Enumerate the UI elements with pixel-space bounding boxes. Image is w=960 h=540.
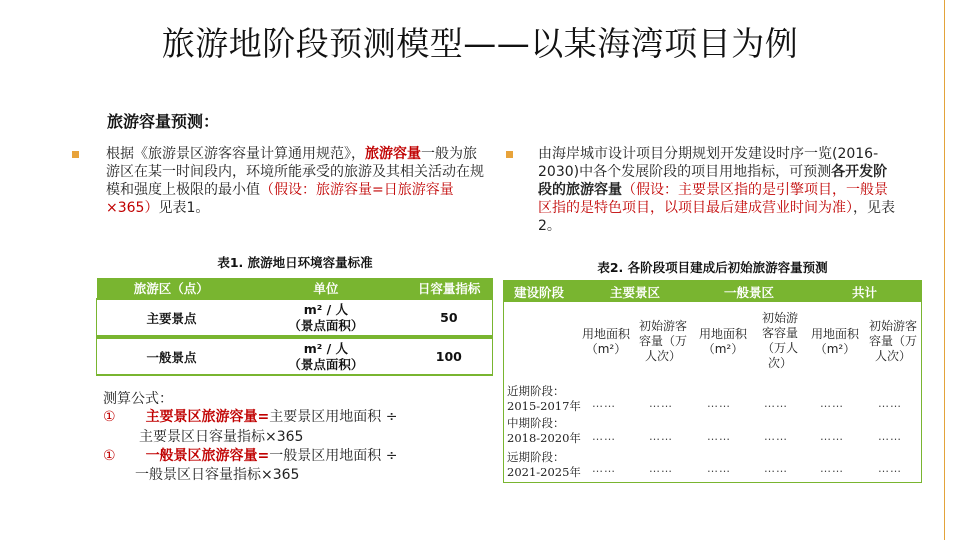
formula-2-expression: 一般景区用地面积 ÷ xyxy=(269,448,398,464)
formula-2-label: 一般景区旅游容量= xyxy=(145,448,270,464)
left-para-assumption: （假设：旅游容量=日旅游容量×365） xyxy=(106,182,454,216)
table2-subheader: 用地面积（m²） xyxy=(810,327,859,356)
formula-1-label: 主要景区旅游容量= xyxy=(145,409,270,425)
formula-title: 测算公式： xyxy=(103,391,173,407)
table2-cell-placeholder: …… xyxy=(707,430,731,443)
table2-caption: 表2. 各阶段项目建成后初始旅游容量预测 xyxy=(597,260,828,275)
table2-header-stage: 建设阶段 xyxy=(514,285,565,300)
left-para-text-3: 见表1。 xyxy=(158,200,210,216)
table1-unit-line1: m² / 人 xyxy=(303,301,349,317)
table1 xyxy=(96,278,493,376)
table2-cell-placeholder: …… xyxy=(878,397,902,410)
stage-years: 2021-2025年 xyxy=(507,465,581,479)
table2-cell-placeholder: …… xyxy=(592,430,616,443)
table2-cell-placeholder: …… xyxy=(592,462,616,475)
table1-cell-unit xyxy=(246,338,406,375)
right-para-text-1: 由海岸城市设计项目分期规划开发建设时序一览(2016-2030)中各个发展阶段的项目用地指标，可预测 xyxy=(538,146,879,180)
stage-label: 远期阶段： xyxy=(507,450,565,464)
table2-cell-placeholder: …… xyxy=(820,397,844,410)
bullet-square-icon xyxy=(72,151,79,158)
table2-subheader: 用地面积（m²） xyxy=(582,327,631,356)
table1-header-capacity: 日容量指标 xyxy=(406,278,493,299)
left-para-text-1: 根据《旅游景区游客容量计算通用规范》， xyxy=(106,146,365,162)
table2-stage-near xyxy=(507,384,581,414)
right-para-emphasis: 各开发阶段的旅游容量 xyxy=(538,164,888,198)
formula-1-line2: 主要景区日容量指标×365 xyxy=(139,429,304,445)
table-row xyxy=(97,338,493,375)
table2-cell-placeholder: …… xyxy=(820,430,844,443)
formula-1-expression: 主要景区用地面积 ÷ xyxy=(269,409,398,425)
table2-cell-placeholder: …… xyxy=(764,397,788,410)
table1-cell-value: 100 xyxy=(406,338,493,375)
formula-2-line1 xyxy=(103,447,397,465)
page-title: 旅游地阶段预测模型——以某海湾项目为例 xyxy=(161,24,799,63)
right-accent-line xyxy=(944,0,945,540)
table1-caption: 表1. 旅游地日环境容量标准 xyxy=(217,255,373,270)
table1-header-unit: 单位 xyxy=(246,278,406,299)
formula-1-line1 xyxy=(103,408,397,426)
right-para-text-2: ，见表2。 xyxy=(538,200,895,234)
table1-cell-area: 一般景点 xyxy=(97,338,247,375)
table2-stage-mid xyxy=(507,416,581,446)
formula-1-number: ① xyxy=(103,409,116,425)
table2-cell-placeholder: …… xyxy=(592,397,616,410)
section-heading: 旅游容量预测： xyxy=(107,112,220,131)
right-para-assumption: （假设：主要景区指的是引擎项目，一般景区指的是特色项目，以项目最后建成营业时间为准） xyxy=(538,182,888,216)
table1-cell-unit xyxy=(246,299,406,336)
table1-unit-line2: （景点面积） xyxy=(288,317,364,333)
stage-label: 中期阶段： xyxy=(507,416,565,430)
table2-header-main: 主要景区 xyxy=(610,285,661,300)
stage-label: 近期阶段： xyxy=(507,384,565,398)
table2-cell-placeholder: …… xyxy=(707,462,731,475)
formula-2-number: ① xyxy=(103,448,116,464)
table2-subheader: 初始游客容量（万人次） xyxy=(868,319,917,363)
right-paragraph xyxy=(538,145,900,235)
table2-cell-placeholder: …… xyxy=(878,430,902,443)
table2-header-total: 共计 xyxy=(852,285,878,300)
table1-header-area: 旅游区（点） xyxy=(97,278,247,299)
table2-cell-placeholder: …… xyxy=(764,462,788,475)
table2-header-general: 一般景区 xyxy=(724,285,775,300)
table1-cell-area: 主要景点 xyxy=(97,299,247,336)
table2-stage-far xyxy=(507,450,581,480)
stage-years: 2015-2017年 xyxy=(507,399,581,413)
table2-cell-placeholder: …… xyxy=(878,462,902,475)
left-para-emphasis: 旅游容量 xyxy=(365,146,421,162)
table2-cell-placeholder: …… xyxy=(649,397,673,410)
table2-header-row xyxy=(503,280,922,302)
table2-cell-placeholder: …… xyxy=(820,462,844,475)
table1-unit-line2: （景点面积） xyxy=(288,356,364,372)
table2-subheader: 初始游客容量（万人次） xyxy=(638,319,687,363)
table2-cell-placeholder: …… xyxy=(707,397,731,410)
formula-2-line2: 一般景区日容量指标×365 xyxy=(135,467,300,483)
stage-years: 2018-2020年 xyxy=(507,431,581,445)
table1-unit-line1: m² / 人 xyxy=(303,340,349,356)
table1-cell-value: 50 xyxy=(406,299,493,336)
table2-subheader: 用地面积（m²） xyxy=(698,327,747,356)
left-para-text-2: 一般为旅游区在某一时间段内，环境所能承受的旅游及其相关活动在规模和强度上极限的最小值 xyxy=(106,146,484,198)
table-row xyxy=(97,299,493,336)
left-paragraph xyxy=(106,145,484,217)
table2-cell-placeholder: …… xyxy=(649,430,673,443)
table2-cell-placeholder: …… xyxy=(649,462,673,475)
table2-subheader: 初始游客容量（万人次） xyxy=(761,311,798,370)
table2-cell-placeholder: …… xyxy=(764,430,788,443)
bullet-square-icon xyxy=(506,151,513,158)
